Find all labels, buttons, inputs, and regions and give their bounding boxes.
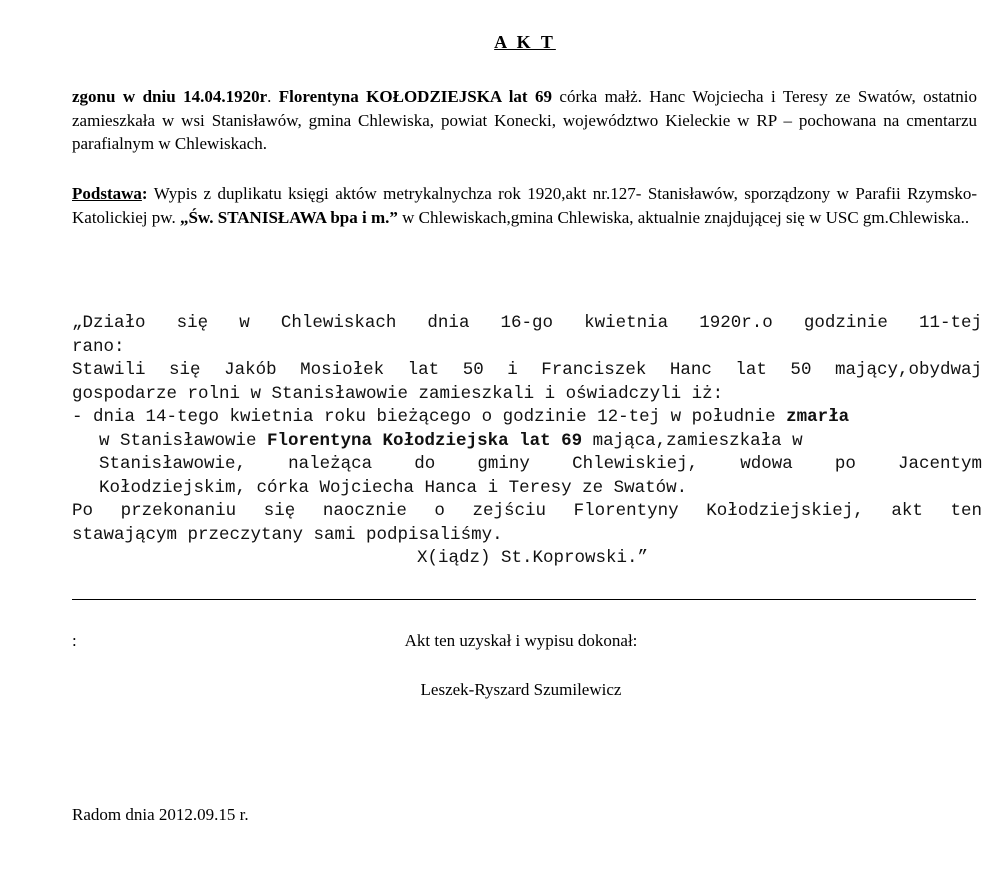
basis-text-before: Wypis z duplikatu księgi aktów metrykalnychza rok 1920,akt nr.127- Stanisławów, sporządzony w Parafii Rzymsko-Katolickiej pw. <box>72 184 977 227</box>
quote-line-6-pre: w Stanisławowie <box>99 430 268 451</box>
quote-line-7: Stanisławowie, należąca do gminy Chlewiskiej, wdowa po Jacentym <box>99 454 982 474</box>
basis-paragraph <box>72 182 977 229</box>
death-date-dot: . <box>267 87 279 106</box>
horizontal-divider <box>72 599 976 600</box>
quote-line-3: Stawili się Jakób Mosiołek lat 50 i Franciszek Hanc lat 50 mający,obydwaj <box>72 360 982 380</box>
quote-line-9: Po przekonaniu się naocznie o zejściu Florentyny Kołodziejskiej, akt ten <box>72 501 982 521</box>
basis-text-after: w Chlewiskach,gmina Chlewiska, aktualnie znajdującej się w USC gm.Chlewiska.. <box>397 207 970 227</box>
quote-line-2: rano: <box>72 336 125 357</box>
quote-line-10: stawającym przeczytany sami podpisaliśmy. <box>72 524 503 545</box>
death-record-details: córka małż. Hanc Wojciecha i Teresy ze Swatów, ostatnio zamieszkała w wsi Stanisławów, gmina Chlewiska, powiat Konecki, województwo Kieleckie w RP – pochowana na cmentarzu parafialnym w Chlewiskach. <box>72 87 977 153</box>
basis-colon: : <box>141 184 148 203</box>
place-and-date: Radom dnia 2012.09.15 r. <box>72 805 249 824</box>
document-title: A K T <box>494 32 556 52</box>
quote-line-5-text: - dnia 14-tego kwietnia roku bieżącego o godzinie 12-tej w południe <box>72 407 787 427</box>
death-date-lead: zgonu w dniu 14.04.1920r <box>72 87 268 106</box>
priest-signature: X(iądz) St.Koprowski.” <box>417 548 649 568</box>
quote-line-5 <box>72 406 982 430</box>
transcribed-quote <box>72 312 982 571</box>
quote-line-1: „Działo się w Chlewiskach dnia 16-go kwietnia 1920r.o godzinie 11-tej <box>72 313 982 333</box>
quote-line-6-post: mająca,zamieszkała w <box>582 430 803 451</box>
quote-line-8: Kołodziejskim, córka Wojciecha Hanca i Teresy ze Swatów. <box>99 477 688 498</box>
quote-deceased-name: Florentyna Kołodziejska lat 69 <box>267 430 583 451</box>
quote-line-4: gospodarze rolni w Stanisławowie zamieszkali i oświadczyli iż: <box>72 383 724 404</box>
parish-name: „Św. STANISŁAWA bpa i m.” <box>179 207 398 227</box>
deceased-name-age: Florentyna KOŁODZIEJSKA lat 69 <box>278 87 552 106</box>
quote-died-word: zmarła <box>786 407 850 427</box>
footer-colon: : <box>72 631 77 650</box>
obtained-by-label: Akt ten uzyskał i wypisu dokonał: <box>404 631 638 650</box>
death-record-paragraph <box>72 85 977 156</box>
author-name: Leszek-Ryszard Szumilewicz <box>420 680 622 699</box>
basis-label: Podstawa <box>72 184 142 203</box>
quote-line-6 <box>72 430 982 454</box>
